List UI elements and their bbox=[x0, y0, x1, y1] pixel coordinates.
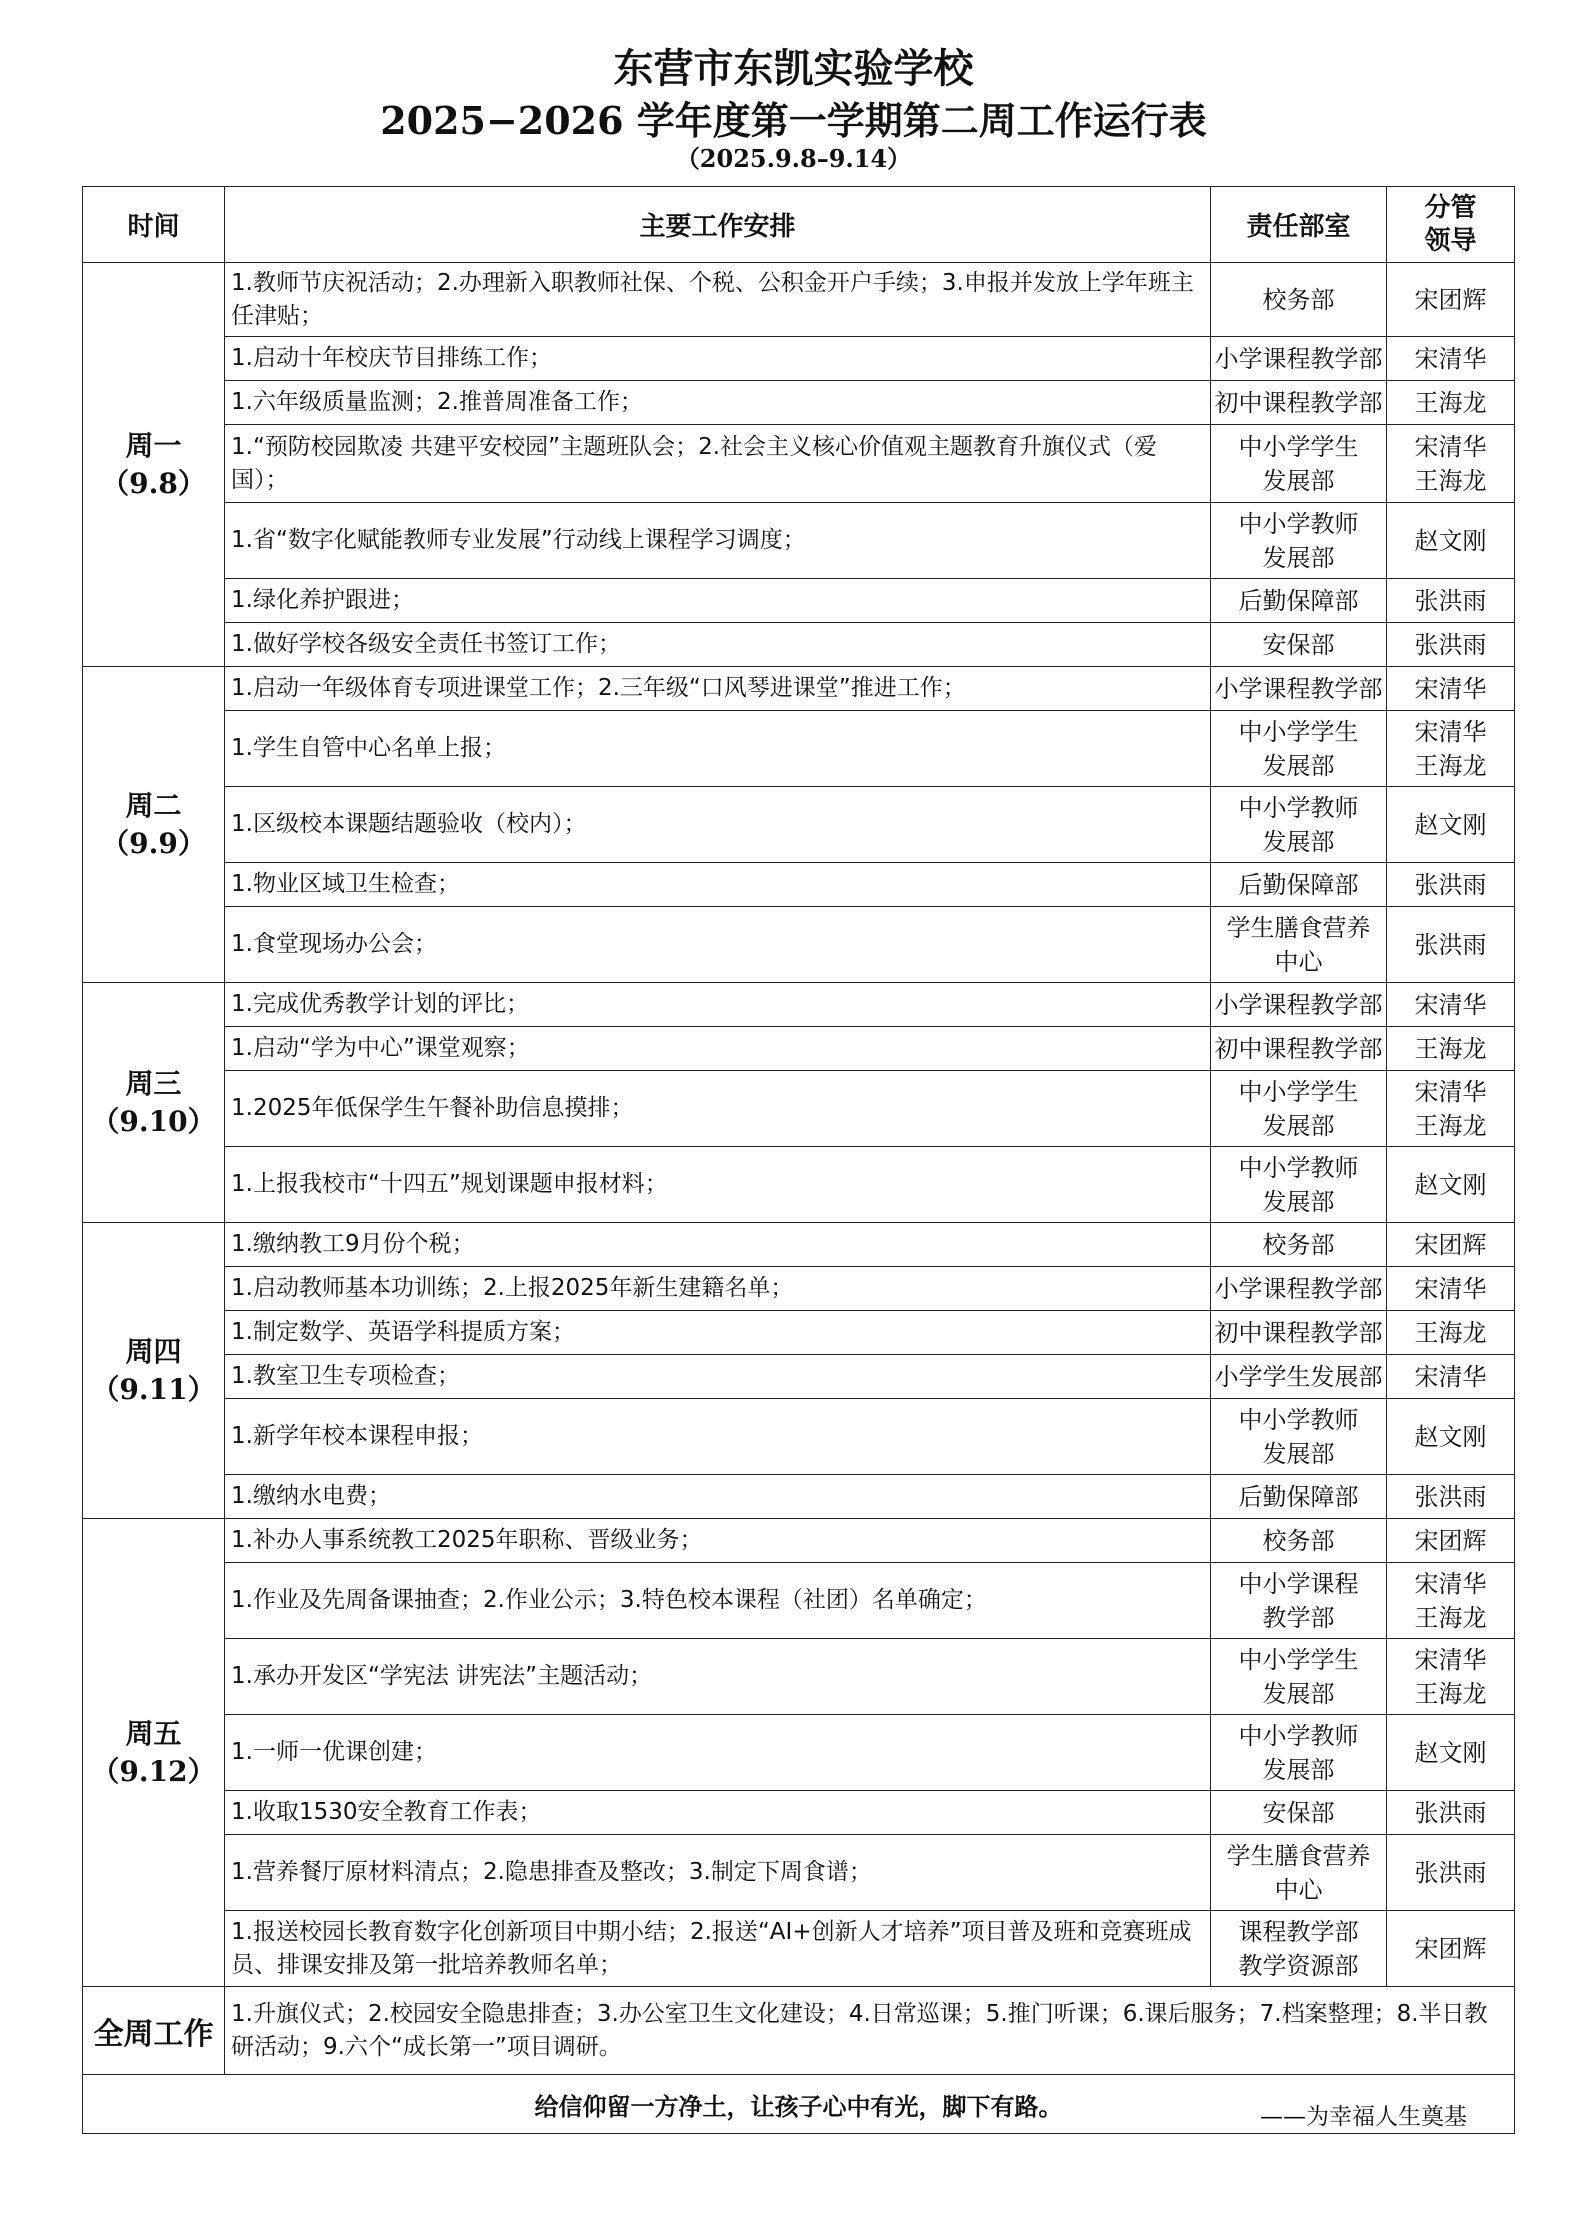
leader-line: 宋清华 bbox=[1414, 990, 1487, 1019]
table-row bbox=[83, 1267, 1515, 1311]
dept-cell bbox=[1211, 1399, 1387, 1475]
dept-cell bbox=[1211, 907, 1387, 983]
leader-line: 王海龙 bbox=[1414, 751, 1487, 780]
dept-line: 中小学学生 bbox=[1238, 717, 1359, 746]
table-row bbox=[83, 863, 1515, 907]
table-row bbox=[83, 1355, 1515, 1399]
dept-line: 中小学学生 bbox=[1238, 1077, 1359, 1106]
leader-line: 张洪雨 bbox=[1414, 1798, 1487, 1827]
leader-cell bbox=[1387, 1791, 1515, 1835]
dept-cell bbox=[1211, 1563, 1387, 1639]
dept-cell bbox=[1211, 1267, 1387, 1311]
leader-line: 宋团辉 bbox=[1414, 1934, 1487, 1963]
dept-line: 发展部 bbox=[1262, 1111, 1335, 1140]
dept-line: 中小学教师 bbox=[1238, 1153, 1359, 1182]
table-row bbox=[83, 503, 1515, 579]
dept-cell bbox=[1211, 579, 1387, 623]
task-cell: 1.缴纳水电费； bbox=[225, 1475, 1211, 1519]
table-row bbox=[83, 623, 1515, 667]
dept-cell bbox=[1211, 711, 1387, 787]
dept-line: 小学课程教学部 bbox=[1214, 344, 1383, 373]
task-cell: 1.缴纳教工9月份个税； bbox=[225, 1223, 1211, 1267]
dept-line: 校务部 bbox=[1262, 285, 1335, 314]
leader-line: 赵文刚 bbox=[1414, 1738, 1487, 1767]
weekly-text: 1.升旗仪式；2.校园安全隐患排查；3.办公室卫生文化建设；4.日常巡课；5.推门听课；6.课后服务；7.档案整理；8.半日教研活动；9.六个“成长第一”项目调研。 bbox=[225, 1987, 1515, 2075]
dept-cell bbox=[1211, 863, 1387, 907]
leader-line: 宋清华 bbox=[1414, 674, 1487, 703]
table-row bbox=[83, 1147, 1515, 1223]
day-cell bbox=[83, 667, 225, 983]
leader-line: 宋团辉 bbox=[1414, 1230, 1487, 1259]
table-row bbox=[83, 1475, 1515, 1519]
task-cell: 1.启动一年级体育专项进课堂工作；2.三年级“口风琴进课堂”推进工作； bbox=[225, 667, 1211, 711]
day-date: （9.9） bbox=[101, 826, 206, 860]
task-cell: 1.报送校园长教育数字化创新项目中期小结；2.报送“AI+创新人才培养”项目普及班和竞赛班成员、排课安排及第一批培养教师名单； bbox=[225, 1911, 1211, 1987]
leader-cell bbox=[1387, 623, 1515, 667]
leader-cell bbox=[1387, 711, 1515, 787]
dept-line: 学生膳食营养 bbox=[1226, 913, 1371, 942]
leader-cell bbox=[1387, 1519, 1515, 1563]
dept-line: 中小学学生 bbox=[1238, 432, 1359, 461]
dept-line: 后勤保障部 bbox=[1238, 870, 1359, 899]
day-date: （9.11） bbox=[91, 1372, 216, 1406]
dept-line: 中小学教师 bbox=[1238, 509, 1359, 538]
dept-cell bbox=[1211, 1355, 1387, 1399]
leader-cell bbox=[1387, 1071, 1515, 1147]
dept-cell bbox=[1211, 1311, 1387, 1355]
task-cell: 1.教室卫生专项检查； bbox=[225, 1355, 1211, 1399]
header-dept: 责任部室 bbox=[1211, 187, 1387, 263]
leader-cell bbox=[1387, 1223, 1515, 1267]
dept-line: 发展部 bbox=[1262, 827, 1335, 856]
leader-cell bbox=[1387, 983, 1515, 1027]
leader-cell bbox=[1387, 425, 1515, 503]
leader-cell bbox=[1387, 1715, 1515, 1791]
table-row bbox=[83, 425, 1515, 503]
task-cell: 1.新学年校本课程申报； bbox=[225, 1399, 1211, 1475]
dept-cell bbox=[1211, 623, 1387, 667]
dept-line: 校务部 bbox=[1262, 1230, 1335, 1259]
leader-line: 宋清华 bbox=[1414, 432, 1487, 461]
header-time: 时间 bbox=[83, 187, 225, 263]
leader-line: 宋清华 bbox=[1414, 1569, 1487, 1598]
leader-line: 张洪雨 bbox=[1414, 630, 1487, 659]
schedule-table bbox=[82, 186, 1515, 2134]
dept-line: 小学课程教学部 bbox=[1214, 1274, 1383, 1303]
table-row bbox=[83, 1639, 1515, 1715]
leader-line: 宋清华 bbox=[1414, 1274, 1487, 1303]
task-cell: 1.一师一优课创建； bbox=[225, 1715, 1211, 1791]
table-row bbox=[83, 263, 1515, 337]
leader-line: 王海龙 bbox=[1414, 466, 1487, 495]
dept-line: 发展部 bbox=[1262, 1187, 1335, 1216]
leader-line: 王海龙 bbox=[1414, 1603, 1487, 1632]
leader-line: 宋团辉 bbox=[1414, 285, 1487, 314]
leader-line: 张洪雨 bbox=[1414, 1858, 1487, 1887]
motto: 给信仰留一方净土，让孩子心中有光，脚下有路。 bbox=[83, 2075, 1515, 2134]
dept-cell bbox=[1211, 425, 1387, 503]
dept-cell bbox=[1211, 983, 1387, 1027]
leader-cell bbox=[1387, 1911, 1515, 1987]
leader-cell bbox=[1387, 863, 1515, 907]
task-cell: 1.启动教师基本功训练；2.上报2025年新生建籍名单； bbox=[225, 1267, 1211, 1311]
table-row bbox=[83, 983, 1515, 1027]
task-cell: 1.收取1530安全教育工作表； bbox=[225, 1791, 1211, 1835]
leader-cell bbox=[1387, 667, 1515, 711]
leader-line: 宋清华 bbox=[1414, 1077, 1487, 1106]
leader-cell bbox=[1387, 579, 1515, 623]
leader-cell bbox=[1387, 381, 1515, 425]
day-date: （9.10） bbox=[91, 1104, 216, 1138]
leader-cell bbox=[1387, 1399, 1515, 1475]
task-cell: 1.学生自管中心名单上报； bbox=[225, 711, 1211, 787]
task-cell: 1.食堂现场办公会； bbox=[225, 907, 1211, 983]
header-leader bbox=[1387, 187, 1515, 263]
leader-line: 王海龙 bbox=[1414, 1034, 1487, 1063]
dept-line: 初中课程教学部 bbox=[1214, 388, 1383, 417]
leader-line: 宋清华 bbox=[1414, 344, 1487, 373]
dept-line: 教学部 bbox=[1262, 1603, 1335, 1632]
dept-line: 学生膳食营养 bbox=[1226, 1841, 1371, 1870]
leader-line: 王海龙 bbox=[1414, 1679, 1487, 1708]
table-row bbox=[83, 1071, 1515, 1147]
dept-line: 中小学课程 bbox=[1238, 1569, 1359, 1598]
table-row bbox=[83, 711, 1515, 787]
table-row bbox=[83, 907, 1515, 983]
day-cell bbox=[83, 1223, 225, 1519]
table-row bbox=[83, 1223, 1515, 1267]
task-cell: 1.做好学校各级安全责任书签订工作； bbox=[225, 623, 1211, 667]
task-cell: 1.启动“学为中心”课堂观察； bbox=[225, 1027, 1211, 1071]
task-cell: 1.承办开发区“学宪法 讲宪法”主题活动； bbox=[225, 1639, 1211, 1715]
dept-cell bbox=[1211, 1071, 1387, 1147]
footer-slogan: ——为幸福人生奠基 bbox=[1260, 2104, 1467, 2130]
dept-line: 安保部 bbox=[1262, 1798, 1335, 1827]
header-leader-line1: 分管 bbox=[1424, 192, 1477, 223]
leader-line: 王海龙 bbox=[1414, 1111, 1487, 1140]
table-row bbox=[83, 1715, 1515, 1791]
table-row bbox=[83, 1027, 1515, 1071]
dept-cell bbox=[1211, 1519, 1387, 1563]
weekly-label: 全周工作 bbox=[83, 1987, 225, 2075]
leader-line: 王海龙 bbox=[1414, 388, 1487, 417]
leader-cell bbox=[1387, 263, 1515, 337]
dept-line: 后勤保障部 bbox=[1238, 1482, 1359, 1511]
header-leader-line2: 领导 bbox=[1424, 225, 1477, 256]
dept-line: 发展部 bbox=[1262, 751, 1335, 780]
leader-line: 宋团辉 bbox=[1414, 1526, 1487, 1555]
task-cell: 1.物业区域卫生检查； bbox=[225, 863, 1211, 907]
dept-cell bbox=[1211, 1715, 1387, 1791]
leader-line: 张洪雨 bbox=[1414, 1482, 1487, 1511]
dept-cell bbox=[1211, 667, 1387, 711]
table-row bbox=[83, 1911, 1515, 1987]
dept-cell bbox=[1211, 263, 1387, 337]
weekly-row bbox=[83, 1987, 1515, 2075]
document-title: 2025−2026 学年度第一学期第二周工作运行表 bbox=[380, 98, 1207, 143]
task-cell: 1.上报我校市“十四五”规划课题申报材料； bbox=[225, 1147, 1211, 1223]
table-row bbox=[83, 1563, 1515, 1639]
dept-cell bbox=[1211, 1639, 1387, 1715]
task-cell: 1.教师节庆祝活动；2.办理新入职教师社保、个税、公积金开户手续；3.申报并发放上学年班主任津贴； bbox=[225, 263, 1211, 337]
header-row bbox=[83, 187, 1515, 263]
date-range: （2025.9.8–9.14） bbox=[675, 144, 912, 173]
task-cell: 1.绿化养护跟进； bbox=[225, 579, 1211, 623]
dept-cell bbox=[1211, 787, 1387, 863]
day-name: 周五 bbox=[125, 1716, 182, 1750]
leader-line: 赵文刚 bbox=[1414, 1170, 1487, 1199]
dept-line: 中小学教师 bbox=[1238, 1405, 1359, 1434]
table-row bbox=[83, 337, 1515, 381]
leader-cell bbox=[1387, 1563, 1515, 1639]
dept-line: 发展部 bbox=[1262, 1439, 1335, 1468]
day-date: （9.12） bbox=[91, 1754, 216, 1788]
dept-line: 中小学教师 bbox=[1238, 793, 1359, 822]
table-row bbox=[83, 381, 1515, 425]
dept-line: 中心 bbox=[1274, 1875, 1323, 1904]
table-row bbox=[83, 1399, 1515, 1475]
dept-line: 课程教学部 bbox=[1238, 1917, 1359, 1946]
task-cell: 1.营养餐厅原材料清点；2.隐患排查及整改；3.制定下周食谱； bbox=[225, 1835, 1211, 1911]
leader-line: 张洪雨 bbox=[1414, 870, 1487, 899]
leader-cell bbox=[1387, 1355, 1515, 1399]
leader-cell bbox=[1387, 907, 1515, 983]
dept-cell bbox=[1211, 1027, 1387, 1071]
table-row bbox=[83, 1835, 1515, 1911]
dept-cell bbox=[1211, 1835, 1387, 1911]
dept-cell bbox=[1211, 381, 1387, 425]
leader-cell bbox=[1387, 1027, 1515, 1071]
dept-line: 发展部 bbox=[1262, 1755, 1335, 1784]
task-cell: 1.作业及先周备课抽查；2.作业公示；3.特色校本课程（社团）名单确定； bbox=[225, 1563, 1211, 1639]
day-name: 周四 bbox=[125, 1334, 182, 1368]
table-row bbox=[83, 787, 1515, 863]
task-cell: 1.区级校本课题结题验收（校内）； bbox=[225, 787, 1211, 863]
task-cell: 1.“预防校园欺凌 共建平安校园”主题班队会；2.社会主义核心价值观主题教育升旗仪式（爱国）； bbox=[225, 425, 1211, 503]
dept-cell bbox=[1211, 337, 1387, 381]
schedule-body bbox=[83, 263, 1515, 1987]
leader-line: 宋清华 bbox=[1414, 1645, 1487, 1674]
dept-cell bbox=[1211, 1147, 1387, 1223]
dept-line: 校务部 bbox=[1262, 1526, 1335, 1555]
dept-line: 小学课程教学部 bbox=[1214, 990, 1383, 1019]
dept-cell bbox=[1211, 1791, 1387, 1835]
dept-line: 初中课程教学部 bbox=[1214, 1318, 1383, 1347]
leader-cell bbox=[1387, 1835, 1515, 1911]
day-cell bbox=[83, 1519, 225, 1987]
leader-cell bbox=[1387, 1147, 1515, 1223]
leader-line: 赵文刚 bbox=[1414, 1422, 1487, 1451]
leader-line: 宋清华 bbox=[1414, 1362, 1487, 1391]
table-row bbox=[83, 667, 1515, 711]
dept-line: 中小学学生 bbox=[1238, 1645, 1359, 1674]
dept-line: 后勤保障部 bbox=[1238, 586, 1359, 615]
task-cell: 1.完成优秀教学计划的评比； bbox=[225, 983, 1211, 1027]
task-cell: 1.补办人事系统教工2025年职称、晋级业务； bbox=[225, 1519, 1211, 1563]
leader-cell bbox=[1387, 1267, 1515, 1311]
table-row bbox=[83, 579, 1515, 623]
task-cell: 1.2025年低保学生午餐补助信息摸排； bbox=[225, 1071, 1211, 1147]
leader-cell bbox=[1387, 1639, 1515, 1715]
dept-cell bbox=[1211, 1475, 1387, 1519]
leader-cell bbox=[1387, 787, 1515, 863]
day-cell bbox=[83, 263, 225, 667]
dept-line: 教学资源部 bbox=[1238, 1951, 1359, 1980]
table-row bbox=[83, 1519, 1515, 1563]
task-cell: 1.制定数学、英语学科提质方案； bbox=[225, 1311, 1211, 1355]
dept-line: 发展部 bbox=[1262, 1679, 1335, 1708]
day-cell bbox=[83, 983, 225, 1223]
day-name: 周二 bbox=[125, 788, 182, 822]
day-date: （9.8） bbox=[101, 466, 206, 500]
task-cell: 1.启动十年校庆节目排练工作； bbox=[225, 337, 1211, 381]
task-cell: 1.六年级质量监测；2.推普周准备工作； bbox=[225, 381, 1211, 425]
table-row bbox=[83, 1791, 1515, 1835]
dept-cell bbox=[1211, 1911, 1387, 1987]
dept-cell bbox=[1211, 1223, 1387, 1267]
leader-line: 张洪雨 bbox=[1414, 930, 1487, 959]
leader-cell bbox=[1387, 503, 1515, 579]
dept-line: 小学学生发展部 bbox=[1214, 1362, 1383, 1391]
dept-line: 安保部 bbox=[1262, 630, 1335, 659]
dept-line: 小学课程教学部 bbox=[1214, 674, 1383, 703]
header-tasks: 主要工作安排 bbox=[225, 187, 1211, 263]
dept-cell bbox=[1211, 503, 1387, 579]
leader-cell bbox=[1387, 1475, 1515, 1519]
table-row bbox=[83, 1311, 1515, 1355]
leader-line: 赵文刚 bbox=[1414, 810, 1487, 839]
leader-line: 王海龙 bbox=[1414, 1318, 1487, 1347]
leader-cell bbox=[1387, 337, 1515, 381]
day-name: 周三 bbox=[125, 1066, 182, 1100]
dept-line: 初中课程教学部 bbox=[1214, 1034, 1383, 1063]
leader-line: 张洪雨 bbox=[1414, 586, 1487, 615]
dept-line: 发展部 bbox=[1262, 543, 1335, 572]
task-cell: 1.省“数字化赋能教师专业发展”行动线上课程学习调度； bbox=[225, 503, 1211, 579]
leader-cell bbox=[1387, 1311, 1515, 1355]
dept-line: 发展部 bbox=[1262, 466, 1335, 495]
day-name: 周一 bbox=[125, 428, 182, 462]
leader-line: 赵文刚 bbox=[1414, 526, 1487, 555]
dept-line: 中心 bbox=[1274, 947, 1323, 976]
dept-line: 中小学教师 bbox=[1238, 1721, 1359, 1750]
school-name: 东营市东凯实验学校 bbox=[613, 45, 974, 92]
leader-line: 宋清华 bbox=[1414, 717, 1487, 746]
